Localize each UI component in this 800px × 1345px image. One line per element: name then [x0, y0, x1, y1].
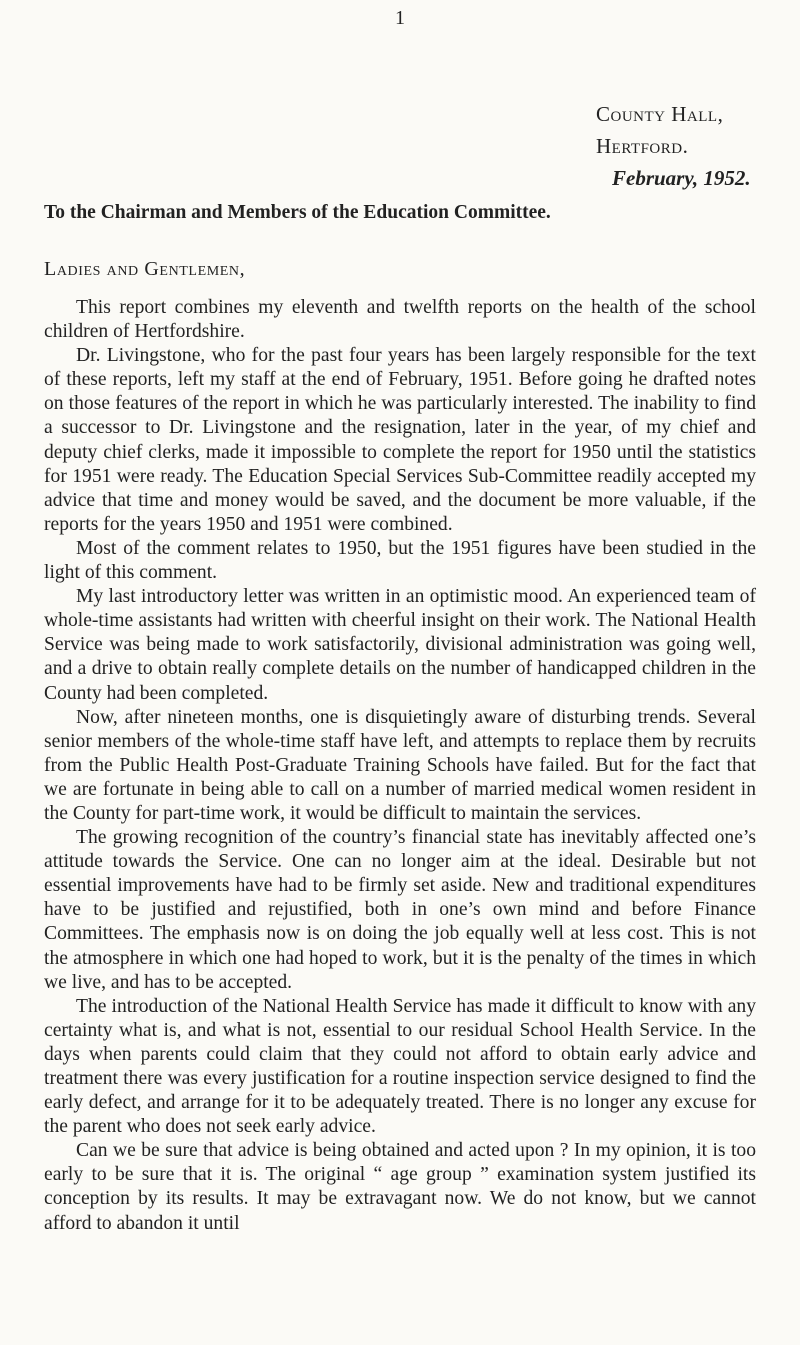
- paragraph: Dr. Livingstone, who for the past four years has been largely responsible for the text of these reports, left my staff at the end of February, 1951. Before going he drafted notes on those features of the report in which he was particularly interested. The inability to find a successor to Dr. Livingstone and the resignation, later in the year, of my chief and deputy chief clerks, made it impossible to complete the report for 1950 until the statistics for 1951 were ready. The Education Special Services Sub-Committee readily accepted my advice that time and money would be saved, and the document be more valuable, if the reports for the years 1950 and 1951 were combined.: [44, 345, 756, 535]
- paragraph: Can we be sure that advice is being obtained and acted upon ? In my opinion, it is too early to be sure that it is. The original “ age group ” examination system justified its conception by its results. It may be extravagant now. We do not know, but we cannot afford to abandon it until: [44, 1140, 756, 1234]
- paragraph: My last introductory letter was written in an optimistic mood. An experienced team of whole-time assistants had written with cheerful insight on their work. The National Health Service was being made to work satisfactorily, divisional administration was going well, and a drive to obtain really complete details on the number of handicapped children in the County had been completed.: [44, 586, 756, 704]
- paragraph: Most of the comment relates to 1950, but the 1951 figures have been studied in the light of this comment.: [44, 537, 756, 584]
- salutation: Ladies and Gentlemen,: [44, 258, 246, 280]
- address-line-2: Hertford.: [596, 134, 689, 158]
- addressee: To the Chairman and Members of the Education Committee.: [44, 202, 551, 223]
- paragraph: The introduction of the National Health Service has made it difficult to know with any certainty what is, and what is not, essential to our residual School Health Service. In the days when parents could claim that they could not afford to obtain early advice and treatment there was every justification for a routine inspection service designed to find the early defect, and arrange for it to be adequately treated. There is no longer any excuse for the parent who does not seek early advice.: [44, 995, 756, 1138]
- address-line-1: County Hall,: [596, 102, 724, 126]
- sender-address: [596, 98, 751, 194]
- letter-date: February, 1952.: [612, 166, 751, 190]
- letter-body: [44, 296, 756, 1236]
- paragraph: Now, after nineteen months, one is disquietingly aware of disturbing trends. Several senior members of the whole-time staff have left, and attempts to replace them by recruits from the Public Health Post-Graduate Training Schools have failed. But for the fact that we are fortunate in being able to call on a number of married medical women resident in the County for part-time work, it would be difficult to maintain the services.: [44, 706, 756, 824]
- page-number: 1: [395, 7, 405, 29]
- paragraph: This report combines my eleventh and twelfth reports on the health of the school children of Hertfordshire.: [44, 297, 756, 343]
- paragraph: The growing recognition of the country’s financial state has inevitably affected one’s attitude towards the Service. One can no longer aim at the ideal. Desirable but not essential improvements have had to be firmly set aside. New and traditional expenditures have to be justified and rejustified, both in one’s own mind and before Finance Committees. The emphasis now is on doing the job equally well at less cost. This is not the atmosphere in which one had hoped to work, but it is the penalty of the times in which we live, and has to be accepted.: [44, 827, 756, 993]
